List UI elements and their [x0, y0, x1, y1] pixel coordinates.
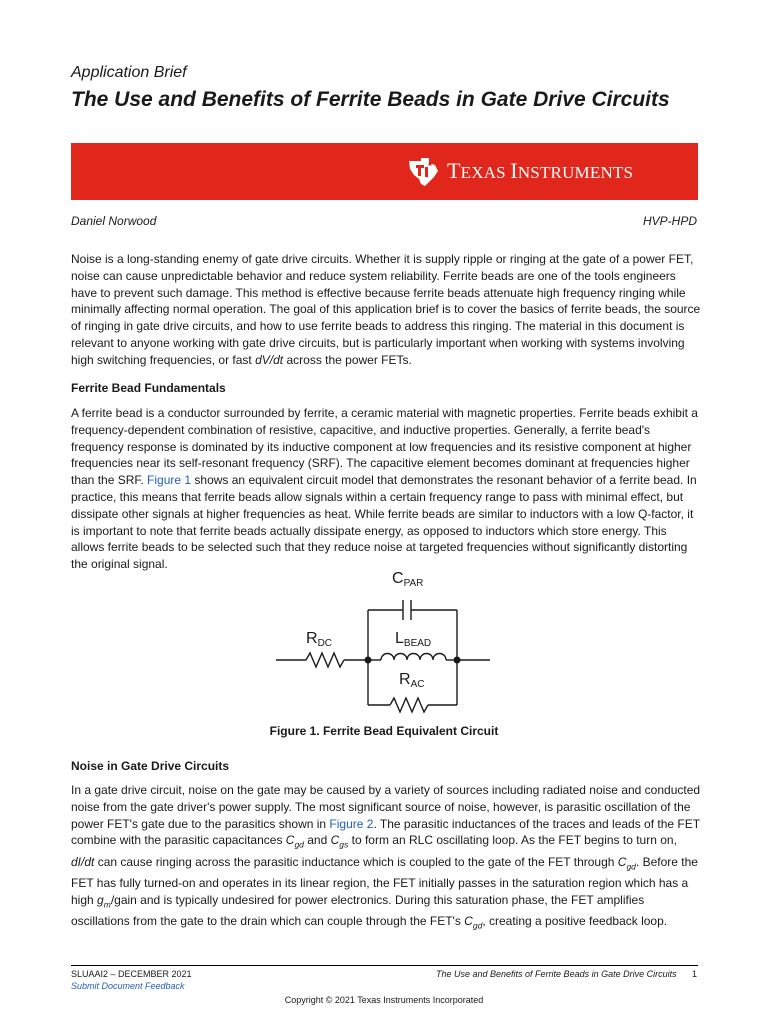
texas-instruments-wordmark: TEXAS INSTRUMENTS	[447, 158, 634, 183]
section-heading-ferrite-bead-fundamentals: Ferrite Bead Fundamentals	[71, 381, 226, 395]
submit-feedback-link[interactable]: Submit Document Feedback	[71, 981, 185, 991]
noise-gate-drive-paragraph: In a gate drive circuit, noise on the gate may be caused by a variety of sources including radiated noise and conducted noise from the gate driver's power supply. The most significant source of noise, however, is parasitic oscillation of the power FET's gate due to the parasitics shown in Figure 2. The parasitic inductances of the traces and leads of the FET combine with the parasitic capacitances $C_{gd}$ and $C_{gs}$ to form an RLC oscillating loop. As the FET begins to turn on, dI/dt can cause ringing across the parasitic inductance which is coupled to the gate of the FET through $C_{gd}$. Before the FET has fully turned-on and operates in its linear region, the FET initially passes in the saturation region which has a high $g_m$/gain and is typically undesired for power electronics. During this saturation phase, the FET amplifies oscillations from the gate to the drain which can couple through the FET's $C_{gd}$, creating a positive feedback loop.	[71, 783, 701, 931]
ferrite-bead-equivalent-circuit	[260, 565, 510, 725]
rdc-label: RDC	[306, 630, 333, 649]
footer-document-title: The Use and Benefits of Ferrite Beads in Gate Drive Circuits	[436, 969, 677, 979]
junction-dot-left	[365, 657, 372, 664]
footer-document-id: SLUAAI2 – DECEMBER 2021	[71, 969, 192, 979]
ferrite-fundamentals-paragraph: A ferrite bead is a conductor surrounded by ferrite, a ceramic material with magnetic properties. Ferrite beads exhibit a frequency-dependent combination of resistive, capacitive, and inductive properties. Generally, a ferrite bead's frequency response is dominated by its inductive component at low frequencies and its resistive component at higher frequencies near its self-resonant frequency (SRF). The capacitive element becomes dominant at frequencies higher than the SRF. Figure 1 shows an equivalent circuit model that demonstrates the resonant behavior of a ferrite bead. In practice, this means that ferrite beads allow signals within a certain frequency range to pass with minimal effect, but dissipate other signals at higher frequencies as heat. While ferrite beads are similar to inductors with a low Q-factor, it is important to note that ferrite beads actually dissipate energy, as opposed to inductors which store energy. This allows ferrite beads to be selected such that they reduce noise at targeted frequencies without significantly distorting the original signal.	[71, 406, 698, 572]
page-number: 1	[692, 969, 698, 979]
texas-instruments-logo-icon	[407, 155, 441, 189]
brand-banner	[71, 143, 698, 200]
document-type-label: Application Brief	[71, 64, 187, 81]
author-name: Daniel Norwood	[71, 214, 157, 228]
section-heading-noise-in-gate-drive: Noise in Gate Drive Circuits	[71, 759, 230, 773]
footer-divider	[71, 965, 698, 966]
figure-1-caption: Figure 1. Ferrite Bead Equivalent Circuit	[269, 724, 499, 738]
document-title: The Use and Benefits of Ferrite Beads in Gate Drive Circuits	[71, 88, 670, 111]
document-code: HVP-HPD	[642, 214, 697, 228]
copyright-notice: Copyright © 2021 Texas Instruments Incorporated	[284, 995, 484, 1005]
figure-1-link[interactable]: Figure 1	[147, 473, 192, 488]
rac-label: RAC	[399, 671, 425, 690]
lbead-label: LBEAD	[395, 630, 432, 649]
cpar-label: CPAR	[392, 570, 424, 589]
figure-2-link[interactable]: Figure 2	[329, 816, 374, 831]
intro-paragraph: Noise is a long-standing enemy of gate drive circuits. Whether it is supply ripple or ringing at the gate of a power FET, noise can cause unpredictable behavior and reduce system reliability. Ferrite beads are one of the tools engineers have to prevent such damage. This method is effective because ferrite beads attenuate high frequency ringing while minimally affecting normal operation. The goal of this application brief is to cover the basics of ferrite beads, the source of ringing in gate drive circuits, and how to use ferrite beads to address this ringing. The material in this document is relevant to anyone working with gate drive circuits, but is particularly important when working with systems involving high switching frequencies, or fast dV/dt across the power FETs.	[71, 252, 701, 367]
junction-dot-right	[454, 657, 461, 664]
